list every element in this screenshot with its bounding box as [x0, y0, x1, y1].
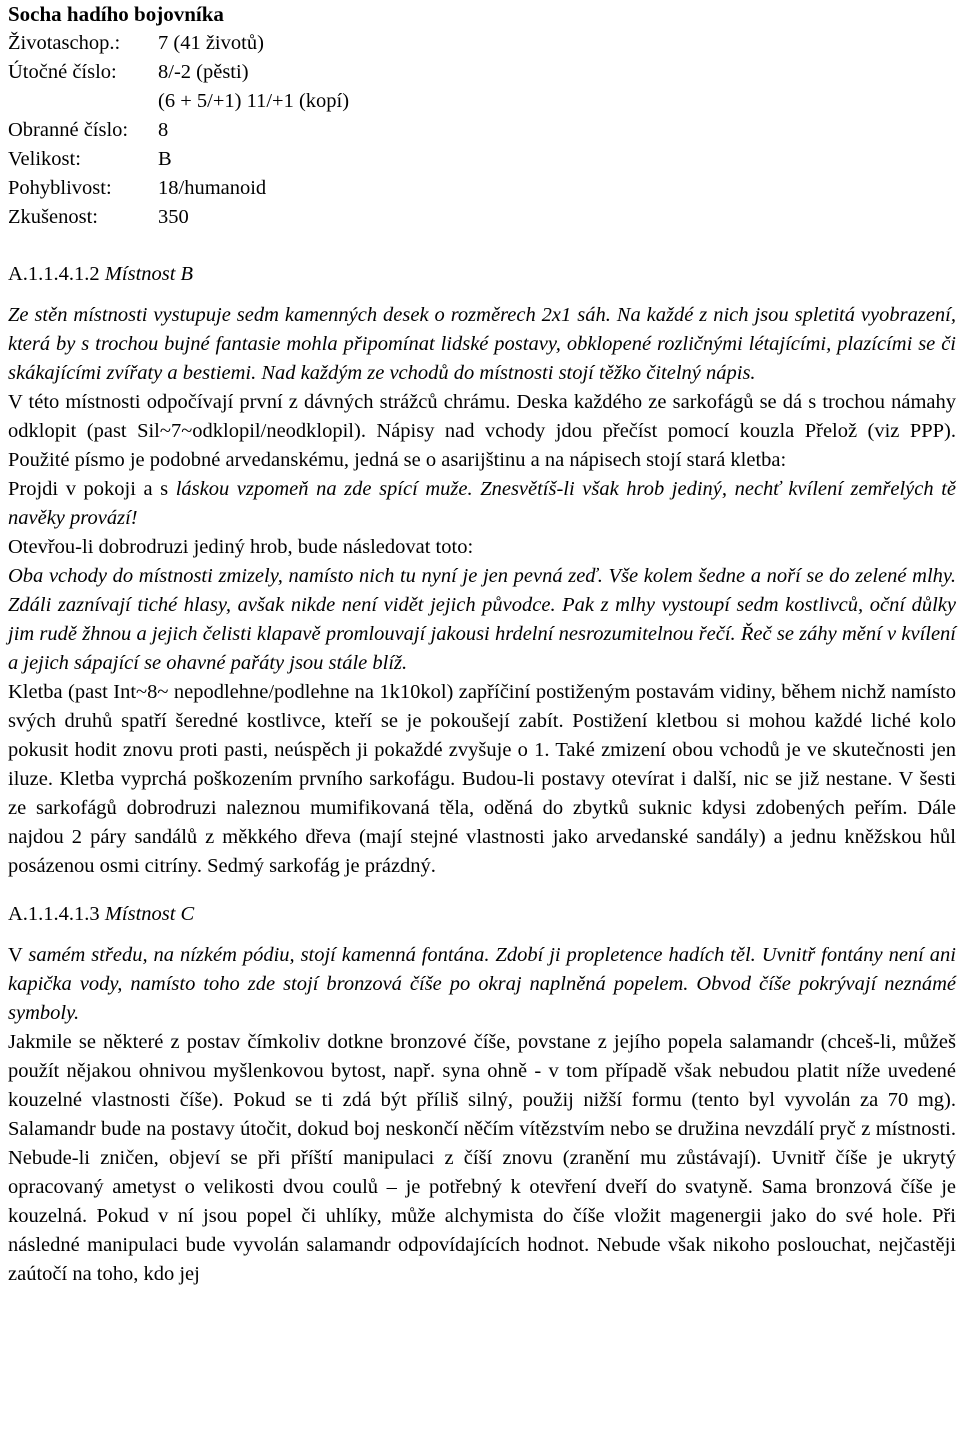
stat-label: Životaschop.: — [8, 32, 121, 54]
stat-row — [8, 174, 956, 203]
stat-row — [8, 145, 956, 174]
stat-row — [8, 116, 956, 145]
stat-value: 8/-2 (pěsti) — [158, 61, 249, 83]
stat-row — [8, 29, 956, 58]
stat-label: Útočné číslo: — [8, 61, 117, 83]
stat-value: 18/humanoid — [158, 177, 267, 199]
section-title: Místnost B — [104, 263, 194, 285]
paragraph: V této místnosti odpočívají první z dávných strážců chrámu. Deska každého ze sarkofágů se dá s trochou námahy odklopit (past Sil~7~odklopil/neodklopil). Nápisy nad vchody jdou přečíst pomocí kouzla Přelož (viz PPP). Použité písmo je podobné arvedanskému, jedná se o asarijštinu a na nápisech stojí stará kletba: — [8, 391, 956, 471]
stat-value: 350 — [158, 206, 189, 228]
stat-label: Pohyblivost: — [8, 177, 112, 199]
curse-italic: láskou vzpomeň na zde spící muže. Znesvětíš-li však hrob jediný, nechť kvílení zemřelých tě navěky provází! — [8, 478, 956, 529]
stat-label: Velikost: — [8, 148, 81, 170]
stat-value: 8 — [158, 119, 169, 141]
room-description — [8, 941, 956, 1028]
desc-italic: samém středu, na nízkém pódiu, stojí kamenná fontána. Zdobí ji propletence hadích těl. Uvnitř fontány není ani kapička vody, namísto toho zde stojí bronzová číše po okraj naplněná popelem. Obvod číše pokrývají neznámé symboly. — [8, 944, 957, 1024]
paragraph: Kletba (past Int~8~ nepodlehne/podlehne na 1k10kol) zapříčiní postiženým postavám vidiny, během nichž namísto svých druhů spatří šeredné kostlivce, kteří se je pokoušejí zabít. Postižení kletbou si mohou každé liché kolo pokusit hodit znovu proti pasti, neúspěch ji pokaždé zvyšuje o 1. Také zmizení obou vchodů je ve skutečnosti jen iluze. Kletba vyprchá poškozením prvního sarkofágu. Budou-li postavy otevírat i další, nic se již nestane. V šesti ze sarkofágů dobrodruzi naleznou mumifikovaná těla, oděná do zbytků suknic kdysi zdobených peřím. Dále najdou 2 páry sandálů z měkkého dřeva (mají stejné vlastnosti jako arvedanské sandály) a jednu kněžskou hůl posázenou osmi citríny. Sedmý sarkofág je prázdný. — [8, 681, 956, 877]
stat-row — [8, 87, 956, 116]
stat-row — [8, 203, 956, 232]
vision-description: Oba vchody do místnosti zmizely, namísto nich tu nyní je jen pevná zeď. Vše kolem šedne a noří se do zelené mlhy. Zdáli zaznívají tiché hlasy, avšak nikde není vidět jejich původce. Pak z mlhy vystoupí sedm kostlivců, oční důlky jim rudě žhnou a jejich čelisti klapavě promlouvají jakousi hrdelní nesrozumitelnou řečí. Řeč se záhy mění v kvílení a jejich sápající se ohavné pařáty jsou stále blíž. — [8, 565, 956, 674]
stat-label: Obranné číslo: — [8, 119, 129, 141]
section-title: Místnost C — [104, 903, 195, 925]
stat-label — [8, 87, 158, 116]
section-number: A.1.1.4.1.2 — [8, 263, 100, 285]
stat-value: (6 + 5/+1) 11/+1 (kopí) — [158, 90, 350, 112]
section-heading-c — [8, 900, 956, 929]
paragraph: Otevřou-li dobrodruzi jediný hrob, bude následovat toto: — [8, 536, 474, 558]
stat-value: B — [158, 148, 172, 170]
paragraph: Jakmile se některé z postav čímkoliv dotkne bronzové číše, povstane z jejího popela salamandr (chceš-li, můžeš použít nějakou ohnivou myšlenkovou bytost, např. syna ohně - v tom případě však nebudou platit níže uvedené kouzelné vlastnosti číše). Pokud se ti zdá být příliš silný, použij nižší formu (tento byl vyvolán za 70 mg). Salamandr bude na postavy útočit, dokud boj neskončí něčím vítězstvím nebo se družina nevzdálí pryč z místnosti. Nebude-li zničen, objeví se při příští manipulaci z číší znovu (zranění mu zůstávají). Uvnitř číše je ukrytý opracovaný ametyst o velikosti dvou coulů – je potřebný k otevření dveří do svatyně. Sama bronzová číše je kouzelná. Pokud v ní jsou popel či uhlíky, může alchymista do číše vložit magenergii jako do své hole. Při následné manipulaci bude vyvolán salamandr odpovídajících hodnot. Nebude však nikoho poslouchat, nejčastěji zaútočí na toho, kdo jej — [8, 1031, 956, 1285]
document-page — [8, 0, 956, 1289]
curse-plain: Projdi v pokoji a s — [8, 478, 176, 500]
stat-value: 7 (41 životů) — [158, 32, 264, 54]
section-number: A.1.1.4.1.3 — [8, 903, 100, 925]
stat-row — [8, 58, 956, 87]
curse-text — [8, 475, 956, 533]
desc-initial: V — [8, 944, 23, 966]
section-heading-b — [8, 260, 956, 289]
stat-label: Zkušenost: — [8, 206, 98, 228]
monster-title: Socha hadího bojovníka — [8, 2, 224, 26]
room-description: Ze stěn místnosti vystupuje sedm kamenných desek o rozměrech 2x1 sáh. Na každé z nich jsou spletitá vyobrazení, která by s trochou bujné fantasie mohla připomínat lidské postavy, obklopené rozličnými létajícími, plazícími se či skákajícími zvířaty a bestiemi. Nad každým ze vchodů do místnosti stojí těžko čitelný nápis. — [8, 304, 956, 384]
